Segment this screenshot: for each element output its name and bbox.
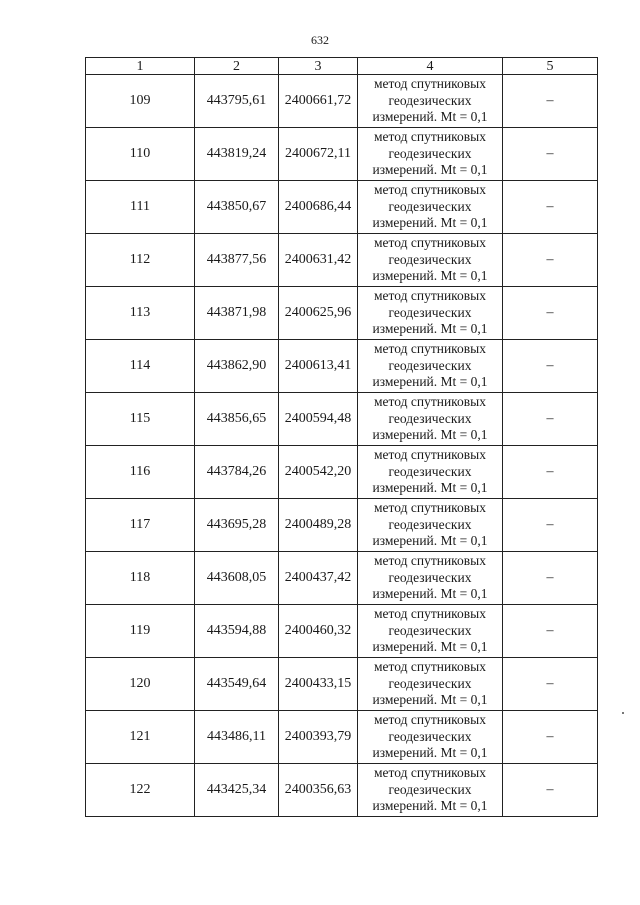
method-line: измерений. Mt = 0,1 bbox=[372, 586, 488, 602]
x-coordinate-cell: 443608,05 bbox=[195, 552, 279, 605]
method-cell bbox=[358, 764, 503, 817]
column-header-2: 2 bbox=[195, 58, 279, 75]
note-cell: – bbox=[503, 658, 598, 711]
method-line: метод спутниковых bbox=[374, 288, 486, 304]
method-cell bbox=[358, 128, 503, 181]
method-line: измерений. Mt = 0,1 bbox=[372, 533, 488, 549]
method-line: измерений. Mt = 0,1 bbox=[372, 692, 488, 708]
table-row bbox=[86, 605, 598, 658]
method-line: геодезических bbox=[388, 463, 472, 479]
table-row bbox=[86, 128, 598, 181]
x-coordinate-cell: 443856,65 bbox=[195, 393, 279, 446]
table-body bbox=[86, 75, 598, 817]
method-line: геодезических bbox=[388, 145, 472, 161]
method-cell bbox=[358, 181, 503, 234]
note-cell: – bbox=[503, 234, 598, 287]
method-line: метод спутниковых bbox=[374, 341, 486, 357]
point-number-cell: 112 bbox=[86, 234, 195, 287]
table-row bbox=[86, 499, 598, 552]
method-line: измерений. Mt = 0,1 bbox=[372, 374, 488, 390]
y-coordinate-cell: 2400661,72 bbox=[279, 75, 358, 128]
table-row bbox=[86, 658, 598, 711]
y-coordinate-cell: 2400686,44 bbox=[279, 181, 358, 234]
method-line: геодезических bbox=[388, 675, 472, 691]
y-coordinate-cell: 2400625,96 bbox=[279, 287, 358, 340]
point-number-cell: 122 bbox=[86, 764, 195, 817]
y-coordinate-cell: 2400631,42 bbox=[279, 234, 358, 287]
x-coordinate-cell: 443862,90 bbox=[195, 340, 279, 393]
scan-speck bbox=[622, 712, 624, 714]
note-cell: – bbox=[503, 711, 598, 764]
note-cell: – bbox=[503, 446, 598, 499]
method-cell bbox=[358, 552, 503, 605]
x-coordinate-cell: 443594,88 bbox=[195, 605, 279, 658]
method-line: метод спутниковых bbox=[374, 500, 486, 516]
method-cell bbox=[358, 340, 503, 393]
method-cell bbox=[358, 446, 503, 499]
method-line: геодезических bbox=[388, 781, 472, 797]
table-row bbox=[86, 764, 598, 817]
method-line: метод спутниковых bbox=[374, 235, 486, 251]
note-cell: – bbox=[503, 393, 598, 446]
method-cell bbox=[358, 711, 503, 764]
method-line: геодезических bbox=[388, 357, 472, 373]
method-line: измерений. Mt = 0,1 bbox=[372, 427, 488, 443]
y-coordinate-cell: 2400356,63 bbox=[279, 764, 358, 817]
column-header-1: 1 bbox=[86, 58, 195, 75]
method-line: измерений. Mt = 0,1 bbox=[372, 215, 488, 231]
x-coordinate-cell: 443819,24 bbox=[195, 128, 279, 181]
method-line: метод спутниковых bbox=[374, 765, 486, 781]
method-cell bbox=[358, 234, 503, 287]
table-row bbox=[86, 75, 598, 128]
column-header-3: 3 bbox=[279, 58, 358, 75]
point-number-cell: 111 bbox=[86, 181, 195, 234]
method-cell bbox=[358, 605, 503, 658]
column-header-4: 4 bbox=[358, 58, 503, 75]
method-line: метод спутниковых bbox=[374, 553, 486, 569]
table-row bbox=[86, 446, 598, 499]
point-number-cell: 109 bbox=[86, 75, 195, 128]
method-line: геодезических bbox=[388, 622, 472, 638]
point-number-cell: 116 bbox=[86, 446, 195, 499]
method-line: измерений. Mt = 0,1 bbox=[372, 109, 488, 125]
x-coordinate-cell: 443850,67 bbox=[195, 181, 279, 234]
note-cell: – bbox=[503, 605, 598, 658]
x-coordinate-cell: 443784,26 bbox=[195, 446, 279, 499]
x-coordinate-cell: 443695,28 bbox=[195, 499, 279, 552]
table-row bbox=[86, 552, 598, 605]
x-coordinate-cell: 443877,56 bbox=[195, 234, 279, 287]
method-cell bbox=[358, 499, 503, 552]
note-cell: – bbox=[503, 287, 598, 340]
point-number-cell: 119 bbox=[86, 605, 195, 658]
table-header-row bbox=[86, 58, 598, 75]
table-row bbox=[86, 711, 598, 764]
method-line: метод спутниковых bbox=[374, 76, 486, 92]
method-line: измерений. Mt = 0,1 bbox=[372, 321, 488, 337]
point-number-cell: 114 bbox=[86, 340, 195, 393]
point-number-cell: 118 bbox=[86, 552, 195, 605]
method-line: метод спутниковых bbox=[374, 447, 486, 463]
y-coordinate-cell: 2400393,79 bbox=[279, 711, 358, 764]
table-row bbox=[86, 287, 598, 340]
note-cell: – bbox=[503, 181, 598, 234]
method-line: метод спутниковых bbox=[374, 129, 486, 145]
method-line: метод спутниковых bbox=[374, 606, 486, 622]
page-number: 632 bbox=[311, 33, 329, 47]
point-number-cell: 115 bbox=[86, 393, 195, 446]
y-coordinate-cell: 2400613,41 bbox=[279, 340, 358, 393]
column-header-5: 5 bbox=[503, 58, 598, 75]
x-coordinate-cell: 443795,61 bbox=[195, 75, 279, 128]
method-line: геодезических bbox=[388, 198, 472, 214]
method-line: метод спутниковых bbox=[374, 712, 486, 728]
y-coordinate-cell: 2400672,11 bbox=[279, 128, 358, 181]
method-line: геодезических bbox=[388, 569, 472, 585]
method-line: геодезических bbox=[388, 728, 472, 744]
point-number-cell: 113 bbox=[86, 287, 195, 340]
method-line: геодезических bbox=[388, 410, 472, 426]
method-line: метод спутниковых bbox=[374, 659, 486, 675]
point-number-cell: 117 bbox=[86, 499, 195, 552]
x-coordinate-cell: 443549,64 bbox=[195, 658, 279, 711]
y-coordinate-cell: 2400433,15 bbox=[279, 658, 358, 711]
method-line: измерений. Mt = 0,1 bbox=[372, 268, 488, 284]
method-cell bbox=[358, 393, 503, 446]
y-coordinate-cell: 2400460,32 bbox=[279, 605, 358, 658]
point-number-cell: 110 bbox=[86, 128, 195, 181]
method-line: измерений. Mt = 0,1 bbox=[372, 639, 488, 655]
method-line: геодезических bbox=[388, 304, 472, 320]
method-cell bbox=[358, 287, 503, 340]
x-coordinate-cell: 443425,34 bbox=[195, 764, 279, 817]
y-coordinate-cell: 2400542,20 bbox=[279, 446, 358, 499]
point-number-cell: 121 bbox=[86, 711, 195, 764]
table-row bbox=[86, 340, 598, 393]
coordinates-table bbox=[85, 57, 598, 817]
method-cell bbox=[358, 75, 503, 128]
y-coordinate-cell: 2400594,48 bbox=[279, 393, 358, 446]
note-cell: – bbox=[503, 764, 598, 817]
method-line: измерений. Mt = 0,1 bbox=[372, 798, 488, 814]
method-cell bbox=[358, 658, 503, 711]
table-row bbox=[86, 181, 598, 234]
x-coordinate-cell: 443871,98 bbox=[195, 287, 279, 340]
method-line: измерений. Mt = 0,1 bbox=[372, 480, 488, 496]
method-line: измерений. Mt = 0,1 bbox=[372, 745, 488, 761]
method-line: измерений. Mt = 0,1 bbox=[372, 162, 488, 178]
note-cell: – bbox=[503, 552, 598, 605]
note-cell: – bbox=[503, 75, 598, 128]
method-line: геодезических bbox=[388, 251, 472, 267]
table-row bbox=[86, 234, 598, 287]
note-cell: – bbox=[503, 340, 598, 393]
table-row bbox=[86, 393, 598, 446]
note-cell: – bbox=[503, 499, 598, 552]
y-coordinate-cell: 2400489,28 bbox=[279, 499, 358, 552]
y-coordinate-cell: 2400437,42 bbox=[279, 552, 358, 605]
method-line: метод спутниковых bbox=[374, 182, 486, 198]
x-coordinate-cell: 443486,11 bbox=[195, 711, 279, 764]
method-line: геодезических bbox=[388, 92, 472, 108]
method-line: метод спутниковых bbox=[374, 394, 486, 410]
point-number-cell: 120 bbox=[86, 658, 195, 711]
method-line: геодезических bbox=[388, 516, 472, 532]
note-cell: – bbox=[503, 128, 598, 181]
